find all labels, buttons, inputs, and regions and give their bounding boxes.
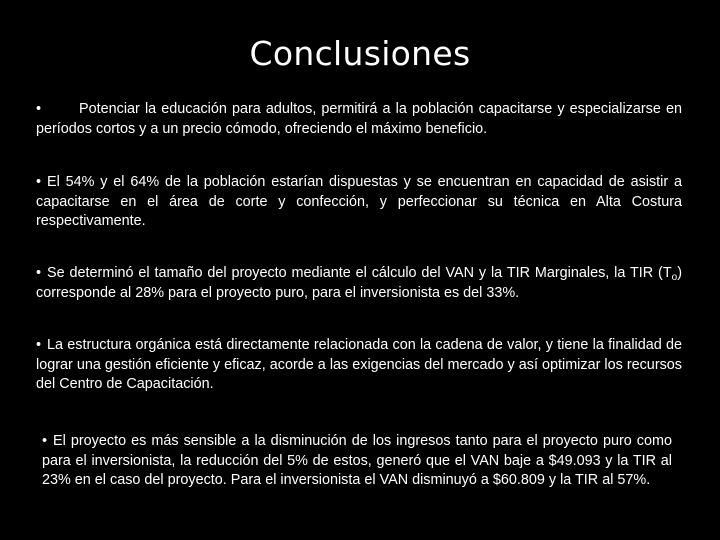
conclusion-text-continued: ) corresponde al 28% para el proyecto puro, para el inversionista es del 33%. bbox=[36, 265, 682, 301]
conclusion-item-4 bbox=[36, 336, 682, 395]
bullet-icon: • bbox=[36, 337, 42, 353]
bullet-icon: • bbox=[36, 101, 42, 117]
slide-title: Conclusiones bbox=[249, 34, 471, 73]
tir-subscript: o bbox=[671, 272, 678, 283]
conclusion-item-2 bbox=[36, 173, 682, 232]
conclusion-text: El proyecto es más sensible a la disminución de los ingresos tanto para el proyecto puro como para el inversionista, la reducción del 5% de estos, generó que el VAN baje a $49.093 y la TIR al 23% en el caso del proyecto. Para el inversionista el VAN disminuyó a $60.809 y la TIR al 57%. bbox=[42, 433, 672, 488]
conclusion-item-5 bbox=[42, 432, 672, 491]
conclusion-text: El 54% y el 64% de la población estarían dispuestas y se encuentran en capacidad de asistir a capacitarse en el área de corte y confección, y perfeccionar su técnica en Alta Costura respectivamente. bbox=[36, 174, 682, 229]
bullet-icon: • bbox=[36, 265, 42, 281]
conclusion-text: Se determinó el tamaño del proyecto mediante el cálculo del VAN y la TIR Marginales, la TIR (T bbox=[47, 265, 672, 281]
bullet-icon: • bbox=[42, 433, 48, 449]
conclusion-item-3 bbox=[36, 264, 682, 303]
conclusion-text: La estructura orgánica está directamente relacionada con la cadena de valor, y tiene la finalidad de lograr una gestión eficiente y eficaz, acorde a las exigencias del mercado y así optimizar los recursos del Centro de Capacitación. bbox=[36, 337, 682, 392]
conclusion-item-1 bbox=[36, 100, 682, 139]
conclusion-text: Potenciar la educación para adultos, permitirá a la población capacitarse y especializarse en períodos cortos y a un precio cómodo, ofreciendo el máximo beneficio. bbox=[36, 101, 682, 137]
bullet-icon: • bbox=[36, 174, 42, 190]
